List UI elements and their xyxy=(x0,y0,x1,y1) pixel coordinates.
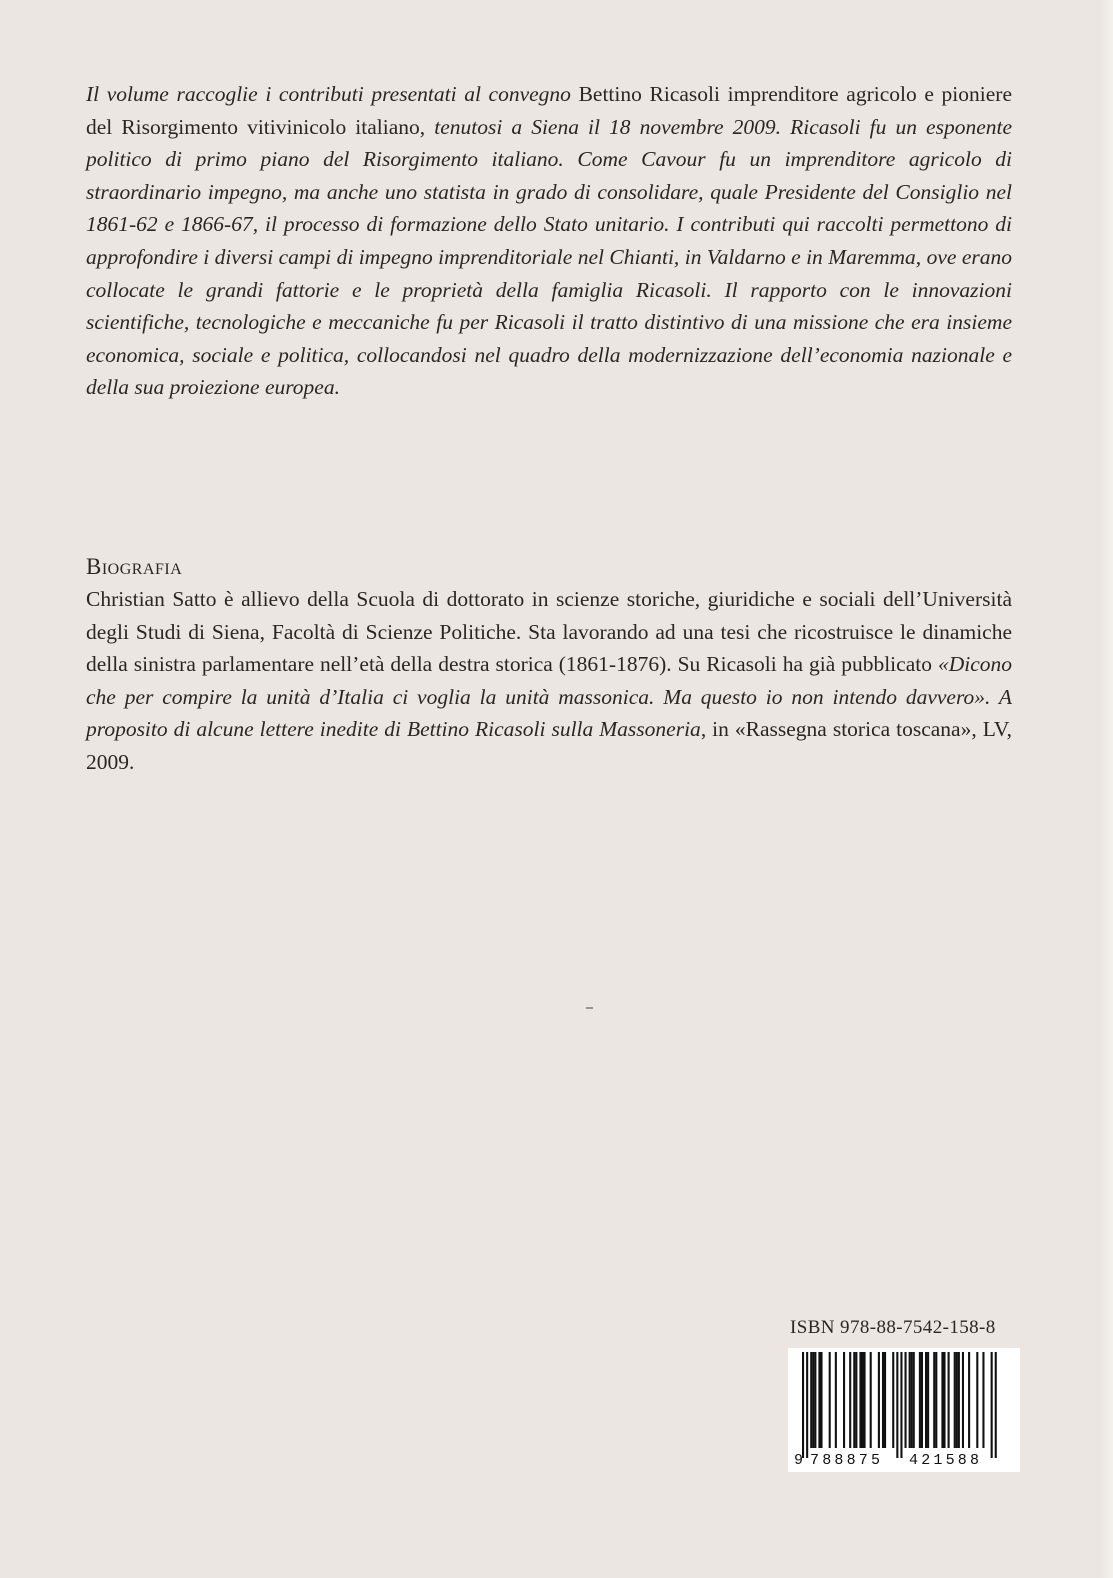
barcode-bar xyxy=(878,1352,880,1448)
abstract-paragraph xyxy=(86,78,1012,404)
barcode-bar xyxy=(855,1352,857,1448)
barcode-bar xyxy=(806,1352,808,1458)
biography-text-start: Christian Satto è allievo della Scuola di dottorato in scienze storiche, giuridiche e sociali dell’Università degli Studi di Siena, Facoltà di Scienze Politiche. Sta lavorando ad una tesi che ricostruisce le dinamiche della sinistra parlamentare nell’età della destra storica (1861-1876). Su Ricasoli ha già pubblicato xyxy=(86,587,1012,677)
barcode-bar xyxy=(958,1352,960,1448)
barcode-graphic xyxy=(788,1348,1020,1472)
barcode-bar xyxy=(810,1352,812,1448)
conference-title: Bettino Ricasoli imprenditore agricolo e pioniere del Risorgimento vitivinicolo italiano, xyxy=(86,82,1012,139)
barcode-bar xyxy=(911,1352,913,1448)
barcode-bar xyxy=(956,1352,958,1448)
barcode-bar xyxy=(864,1352,866,1448)
barcode-bar xyxy=(843,1352,845,1448)
biography-heading: Biografia xyxy=(86,554,183,579)
barcode-bar xyxy=(982,1352,984,1448)
barcode-bar xyxy=(954,1352,956,1448)
isbn-barcode xyxy=(788,1348,1020,1472)
barcode-bar xyxy=(861,1352,863,1448)
barcode-bar xyxy=(968,1352,970,1448)
barcode-bar xyxy=(829,1352,831,1448)
biography-text-end: , in «Rassegna storica toscana», LV, 2009. xyxy=(86,717,1012,774)
barcode-first-digit: 9 xyxy=(794,1452,804,1469)
barcode-bar xyxy=(835,1352,837,1448)
barcode-bar xyxy=(849,1352,851,1448)
barcode-bar xyxy=(802,1352,804,1458)
barcode-bar xyxy=(882,1352,884,1448)
barcode-right-digits: 421588 xyxy=(909,1452,983,1469)
barcode-bar xyxy=(820,1352,822,1448)
barcode-bar xyxy=(884,1352,886,1448)
barcode-bar xyxy=(913,1352,915,1448)
center-dash-mark xyxy=(586,1007,593,1009)
barcode-bar xyxy=(909,1352,911,1448)
barcode-bar xyxy=(859,1352,861,1448)
barcode-bar xyxy=(927,1352,929,1448)
barcode-bar xyxy=(896,1352,898,1458)
publication-title: «Dicono che per compire la unità d’Italia ci voglia la unità massonica. Ma questo io non intendo davvero». A proposito di alcune lettere inedite di Bettino Ricasoli sulla Massoneria xyxy=(86,652,1012,742)
barcode-bar xyxy=(812,1352,814,1448)
abstract-intro: Il volume raccoglie i contributi presentati al convegno xyxy=(86,82,571,106)
barcode-bar xyxy=(814,1352,816,1448)
barcode-bar xyxy=(921,1352,923,1448)
abstract-body: tenutosi a Siena il 18 novembre 2009. Ricasoli fu un esponente politico di primo piano del Risorgimento italiano. Come Cavour fu un imprenditore agricolo di straordinario impegno, ma anche uno statista in grado di consolidare, quale Presidente del Consiglio nel 1861-62 e 1866-67, il processo di formazione dello Stato unitario. I contributi qui raccolti permettono di approfondire i diversi campi di impegno imprenditoriale nel Chianti, in Valdarno e in Maremma, ove erano collocate le grandi fattorie e le proprietà della famiglia Ricasoli. Il rapporto con le innovazioni scientifiche, tecnologiche e meccaniche fu per Ricasoli il tratto distintivo di una missione che era insieme economica, sociale e politica, collocandosi nel quadro della modernizzazione dell’economia nazionale e della sua proiezione europea. xyxy=(86,114,1013,400)
isbn-label: ISBN 978-88-7542-158-8 xyxy=(790,1317,996,1338)
biography-paragraph xyxy=(86,583,1012,779)
barcode-bar xyxy=(948,1352,950,1448)
barcode-bar xyxy=(991,1352,993,1458)
barcode-bar xyxy=(962,1352,964,1448)
barcode-bar xyxy=(870,1352,872,1448)
barcode-bar xyxy=(853,1352,855,1448)
barcode-bar xyxy=(933,1352,935,1448)
barcode-bar xyxy=(943,1352,945,1448)
barcode-bar xyxy=(818,1352,820,1448)
page-edge-shade xyxy=(1097,0,1113,1578)
barcode-bar xyxy=(900,1352,902,1458)
barcode-bar xyxy=(941,1352,943,1448)
barcode-bar xyxy=(892,1352,894,1448)
barcode-bar xyxy=(935,1352,937,1448)
barcode-bar xyxy=(995,1352,997,1458)
barcode-bar xyxy=(925,1352,927,1448)
barcode-bar xyxy=(976,1352,978,1448)
barcode-bar xyxy=(919,1352,921,1448)
barcode-left-digits: 788875 xyxy=(810,1452,884,1469)
barcode-bar xyxy=(905,1352,907,1448)
